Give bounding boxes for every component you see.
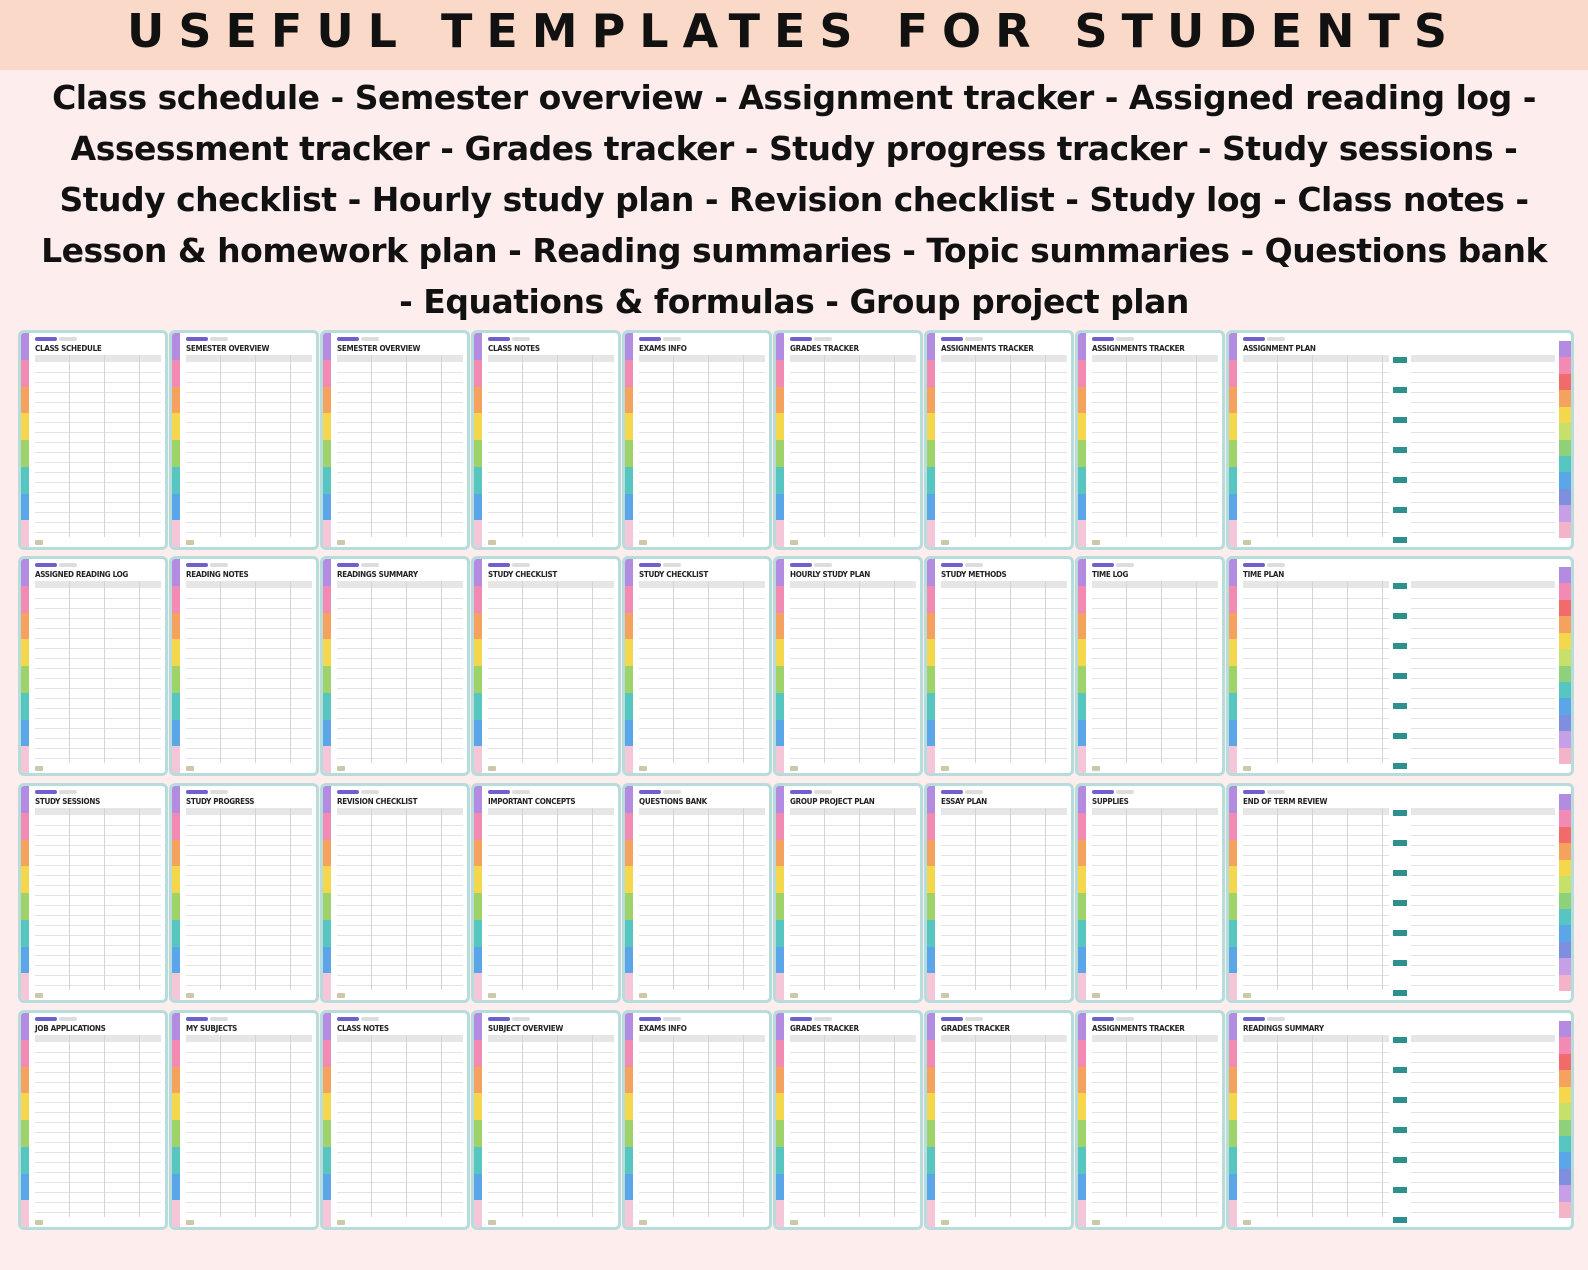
template-page-preview [169,556,319,776]
table-columns [488,808,614,990]
home-icon [35,1220,43,1225]
template-page-preview [622,783,772,1003]
table-columns [488,581,614,763]
table-columns [186,1035,312,1217]
table-columns [337,355,463,537]
template-page-preview [773,330,923,550]
color-index-strip [323,559,331,773]
page-title: STUDY METHODS [941,570,1007,579]
page-title: STUDY CHECKLIST [488,570,557,579]
page-title: GROUP PROJECT PLAN [790,797,875,806]
table-columns [941,1035,1067,1217]
table-columns [1092,355,1218,537]
home-icon [35,993,43,998]
home-icon [639,1220,647,1225]
page-title: GRADES TRACKER [941,1024,1010,1033]
home-icon [488,540,496,545]
page-title: STUDY PROGRESS [186,797,255,806]
template-page-preview [1075,556,1225,776]
home-icon [1243,1220,1251,1225]
page-title: SEMESTER OVERVIEW [337,344,421,353]
table-columns [488,1035,614,1217]
page-title: GRADES TRACKER [790,344,859,353]
color-index-strip [625,1013,633,1227]
nav-tag [186,337,208,341]
table-columns [941,355,1067,537]
table-columns [639,581,765,763]
table-columns [1243,1035,1389,1217]
home-icon [1092,540,1100,545]
home-icon [941,766,949,771]
table-columns [790,808,916,990]
color-index-strip [474,1013,482,1227]
page-title: READINGS SUMMARY [1243,1024,1324,1033]
nav-tag [663,337,681,341]
spiral-binding [1393,786,1407,1000]
table-columns [1092,1035,1218,1217]
ruled-lines [1411,363,1555,537]
color-index-strip [323,333,331,547]
template-list: Class schedule - Semester overview - Assignment tracker - Assigned reading log - Assessment tracker - Grades tracker - Study progress tracker - Study sessions - Study checklist - Hourly study plan - Revision checklist - Study log - Class notes - Lesson & homework plan - Reading summaries - Topic summaries - Questions bank - Equations & formulas - Group project plan [41,78,1547,321]
table-columns [35,581,161,763]
color-index-strip [927,786,935,1000]
home-icon [1243,993,1251,998]
nav-tag [210,563,228,567]
template-page-preview [1075,783,1225,1003]
nav-tag [512,337,530,341]
nav-tag [186,563,208,567]
home-icon [1092,1220,1100,1225]
nav-tag [941,1017,963,1021]
nav-tag [210,790,228,794]
home-icon [337,766,345,771]
color-index-strip [927,333,935,547]
table-header [1411,808,1555,815]
page-title: CLASS NOTES [337,1024,389,1033]
table-columns [35,355,161,537]
template-page-preview [471,330,621,550]
template-page-preview [924,556,1074,776]
nav-tag [1243,563,1265,567]
home-icon [790,766,798,771]
nav-tag [186,1017,208,1021]
nav-tag [361,337,379,341]
page-title: ASSIGNED READING LOG [35,570,129,579]
table-columns [186,355,312,537]
page-title: SUPPLIES [1092,797,1129,806]
month-tabs [1559,1021,1571,1219]
color-index-strip [474,786,482,1000]
color-index-strip [1078,1013,1086,1227]
nav-tag [814,337,832,341]
nav-tag [35,337,57,341]
nav-tag [1116,1017,1134,1021]
nav-tag [1267,1017,1285,1021]
color-index-strip [1229,333,1237,547]
home-icon [639,993,647,998]
page-title: MY SUBJECTS [186,1024,238,1033]
color-index-strip [776,333,784,547]
nav-tag [512,1017,530,1021]
nav-tag [1243,337,1265,341]
nav-tag [941,790,963,794]
template-page-preview [471,556,621,776]
template-page-preview [320,556,470,776]
table-columns [941,808,1067,990]
home-icon [186,540,194,545]
home-icon [790,540,798,545]
color-index-strip [776,786,784,1000]
nav-tag [186,790,208,794]
home-icon [1092,993,1100,998]
color-index-strip [474,333,482,547]
template-page-preview [320,330,470,550]
table-columns [1243,355,1389,537]
home-icon [1243,540,1251,545]
color-index-strip [474,559,482,773]
nav-tag [35,790,57,794]
color-index-strip [625,559,633,773]
color-index-strip [625,333,633,547]
month-tabs [1559,567,1571,765]
table-columns [1243,581,1389,763]
home-icon [488,993,496,998]
nav-tag [1267,563,1285,567]
nav-tag [663,1017,681,1021]
ruled-lines [1411,816,1555,990]
color-index-strip [1229,1013,1237,1227]
template-page-preview [18,1010,168,1230]
template-page-preview [471,1010,621,1230]
nav-tag [1116,790,1134,794]
template-page-preview [1226,783,1574,1003]
nav-tag [639,337,661,341]
nav-tag [1092,563,1114,567]
nav-tag [512,563,530,567]
color-index-strip [172,1013,180,1227]
nav-tag [59,563,77,567]
color-index-strip [172,333,180,547]
home-icon [337,993,345,998]
nav-tag [35,563,57,567]
template-page-preview [773,1010,923,1230]
nav-tag [663,563,681,567]
page-title: ASSIGNMENT PLAN [1243,344,1316,353]
color-index-strip [323,1013,331,1227]
table-columns [790,1035,916,1217]
template-page-preview [773,783,923,1003]
template-page-preview [1075,330,1225,550]
table-header [1411,1035,1555,1042]
nav-tag [1267,337,1285,341]
table-columns [337,1035,463,1217]
template-page-preview [471,783,621,1003]
home-icon [35,540,43,545]
home-icon [1243,766,1251,771]
home-icon [790,1220,798,1225]
table-columns [186,808,312,990]
page-title: EXAMS INFO [639,1024,687,1033]
page-title: QUESTIONS BANK [639,797,707,806]
template-page-preview [1075,1010,1225,1230]
page-title: TIME PLAN [1243,570,1284,579]
spiral-binding [1393,333,1407,547]
nav-tag [965,337,983,341]
ruled-lines [1411,1043,1555,1217]
table-columns [1243,808,1389,990]
table-columns [35,808,161,990]
nav-tag [814,1017,832,1021]
table-columns [941,581,1067,763]
nav-tag [941,337,963,341]
nav-tag [790,563,812,567]
home-icon [790,993,798,998]
nav-tag [790,337,812,341]
banner-title: USEFUL TEMPLATES FOR STUDENTS [126,4,1462,58]
home-icon [488,766,496,771]
color-index-strip [1078,333,1086,547]
template-page-preview [169,330,319,550]
nav-tag [488,1017,510,1021]
home-icon [186,1220,194,1225]
page-title: STUDY SESSIONS [35,797,100,806]
template-page-preview [924,1010,1074,1230]
page-title: ASSIGNMENTS TRACKER [1092,344,1185,353]
table-columns [35,1035,161,1217]
nav-tag [1243,790,1265,794]
color-index-strip [1229,786,1237,1000]
template-page-preview [622,1010,772,1230]
nav-tag [59,790,77,794]
page-title: CLASS SCHEDULE [35,344,102,353]
table-columns [1092,808,1218,990]
month-tabs [1559,794,1571,992]
home-icon [639,766,647,771]
nav-tag [965,563,983,567]
color-index-strip [927,1013,935,1227]
template-page-preview [1226,1010,1574,1230]
template-page-preview [622,330,772,550]
nav-tag [337,337,359,341]
nav-tag [1243,1017,1265,1021]
nav-tag [663,790,681,794]
nav-tag [941,563,963,567]
page-title: SEMESTER OVERVIEW [186,344,270,353]
page-title: ESSAY PLAN [941,797,987,806]
template-page-preview [18,783,168,1003]
nav-tag [790,1017,812,1021]
page-title: IMPORTANT CONCEPTS [488,797,576,806]
nav-tag [210,1017,228,1021]
nav-tag [488,563,510,567]
table-columns [639,808,765,990]
page-title: CLASS NOTES [488,344,540,353]
nav-tag [337,790,359,794]
template-page-preview [924,783,1074,1003]
home-icon [186,766,194,771]
nav-tag [965,1017,983,1021]
home-icon [186,993,194,998]
nav-tag [337,1017,359,1021]
table-header [1411,581,1555,588]
table-columns [790,581,916,763]
nav-tag [639,790,661,794]
title-banner [0,0,1588,70]
home-icon [1092,766,1100,771]
nav-tag [965,790,983,794]
nav-tag [814,790,832,794]
color-index-strip [172,559,180,773]
nav-tag [35,1017,57,1021]
nav-tag [210,337,228,341]
page-title: READINGS SUMMARY [337,570,418,579]
nav-tag [1092,790,1114,794]
nav-tag [59,1017,77,1021]
spiral-binding [1393,1013,1407,1227]
template-page-preview [622,556,772,776]
page-title: READING NOTES [186,570,249,579]
template-page-preview [924,330,1074,550]
table-columns [1092,581,1218,763]
nav-tag [814,563,832,567]
home-icon [35,766,43,771]
page-title: GRADES TRACKER [790,1024,859,1033]
table-columns [337,808,463,990]
color-index-strip [1078,786,1086,1000]
table-columns [186,581,312,763]
color-index-strip [1078,559,1086,773]
color-index-strip [21,786,29,1000]
color-index-strip [172,786,180,1000]
color-index-strip [1229,559,1237,773]
nav-tag [1116,563,1134,567]
month-tabs [1559,341,1571,539]
page-title: HOURLY STUDY PLAN [790,570,870,579]
template-page-preview [169,1010,319,1230]
page-title: STUDY CHECKLIST [639,570,708,579]
nav-tag [59,337,77,341]
nav-tag [790,790,812,794]
template-page-preview [320,1010,470,1230]
nav-tag [1092,1017,1114,1021]
color-index-strip [776,559,784,773]
nav-tag [488,337,510,341]
table-columns [488,355,614,537]
template-page-preview [1226,556,1574,776]
nav-tag [639,563,661,567]
home-icon [941,993,949,998]
template-page-preview [18,556,168,776]
page-title: EXAMS INFO [639,344,687,353]
home-icon [337,1220,345,1225]
template-page-preview [18,330,168,550]
page-title: REVISION CHECKLIST [337,797,418,806]
home-icon [337,540,345,545]
table-columns [337,581,463,763]
color-index-strip [21,333,29,547]
page-title: ASSIGNMENTS TRACKER [1092,1024,1185,1033]
color-index-strip [927,559,935,773]
page-title: TIME LOG [1092,570,1129,579]
color-index-strip [21,1013,29,1227]
nav-tag [337,563,359,567]
page-title: ASSIGNMENTS TRACKER [941,344,1034,353]
table-columns [639,1035,765,1217]
page-title: JOB APPLICATIONS [35,1024,106,1033]
nav-tag [639,1017,661,1021]
color-index-strip [323,786,331,1000]
home-icon [941,540,949,545]
template-page-preview [320,783,470,1003]
nav-tag [361,790,379,794]
template-page-preview [169,783,319,1003]
table-columns [639,355,765,537]
home-icon [639,540,647,545]
color-index-strip [625,786,633,1000]
nav-tag [1267,790,1285,794]
table-columns [790,355,916,537]
page-title: SUBJECT OVERVIEW [488,1024,564,1033]
nav-tag [512,790,530,794]
page-title: END OF TERM REVIEW [1243,797,1328,806]
template-page-preview [773,556,923,776]
nav-tag [1116,337,1134,341]
spiral-binding [1393,559,1407,773]
nav-tag [1092,337,1114,341]
color-index-strip [776,1013,784,1227]
nav-tag [361,1017,379,1021]
home-icon [488,1220,496,1225]
table-header [1411,355,1555,362]
template-preview-grid [18,330,1574,1242]
home-icon [941,1220,949,1225]
template-page-preview [1226,330,1574,550]
nav-tag [488,790,510,794]
nav-tag [361,563,379,567]
color-index-strip [21,559,29,773]
ruled-lines [1411,589,1555,763]
